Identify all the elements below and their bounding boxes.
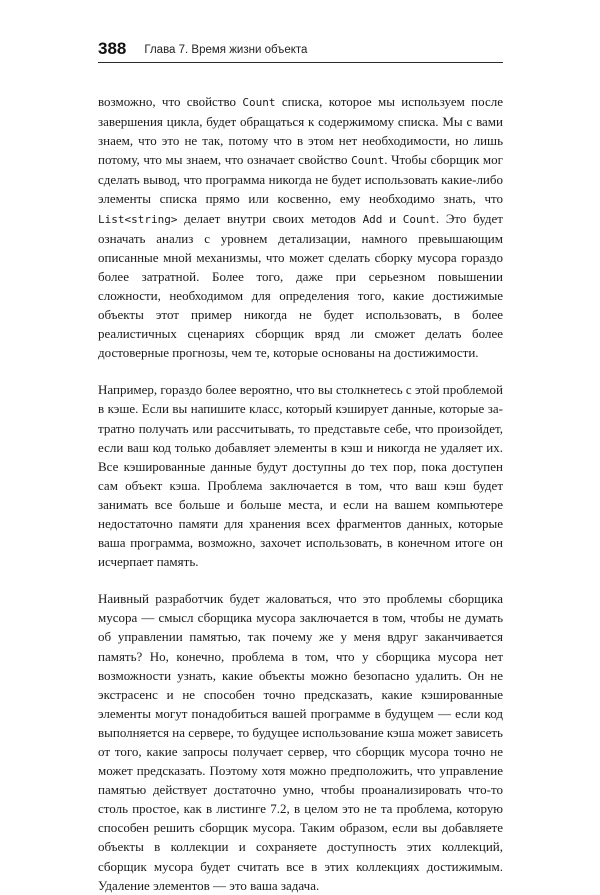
chapter-title: Глава 7. Время жизни объекта (144, 44, 308, 56)
inline-code: Count (402, 212, 436, 226)
inline-code: List<string> (98, 212, 178, 226)
text-run: делает внутри своих методов (177, 210, 363, 226)
paragraph (98, 92, 503, 362)
text-run: Например, гораздо более вероятно, что вы столкнетесь с этой проблемой в кэше. Если вы напишите класс, который кэширует данные, которые затратно получать или рассчитывать, то представьте себе, что произойдет, если ваш код только добавляет элементы в кэш и никогда не удаляет их. Все кэшированные данные будут доступны до тех пор, пока доступен сам объект кэша. Проблема заключается в том, что ваш кэш будет занимать все больше и больше места, и если на вашем компьютере недостаточно памяти для хранения всех фрагментов данных, которые ваша программа, возможно, захочет использовать, в конечном итоге он исчерпает память. (98, 382, 503, 570)
body-text (98, 92, 503, 895)
text-run: . Это будет означать анализ с уровнем детализации, намного превышающим описанные мной механизмы, что может сделать сборку мусора гораздо более затратной. Более того, даже при серьезном повышении сложности, необходимом для определения того, какие достижимые объекты этот пример никогда не будет использовать, в более реалистичных сценариях сборщик вряд ли сможет делать более достоверные прогнозы, чем те, которые основаны на достижимости. (98, 210, 503, 361)
text-run: Наивный разработчик будет жаловаться, что это проблемы сборщика мусора — смысл сборщика мусора заключается в том, чтобы не думать об управлении памятью, так почему же у меня вдруг заканчивается память? Но, конечно, проблема в том, что у сборщика мусора нет возможности узнать, какие объекты можно безопасно удалить. Он не экстрасенс и не способен точно предсказать, какие кэшированные элементы могут понадобиться вашей программе в будущем — если код выполняется на сервере, то будущее использование кэша может зависеть от того, какие запросы получает сервер, что сборщик мусора точно не может предсказать. Поэтому хотя можно предположить, что управление памятью действует достаточно умно, чтобы проанализировать что-то столь простое, как в листинге 7.2, в целом это не та проблема, которую способен решить сборщик мусора. Таким образом, если вы добавляете объекты в коллекции и сохраняете доступность этих коллекций, сборщик мусора будет считать все в этих коллекциях достижимым. Удаление элементов — это ваша задача. (98, 591, 503, 893)
paragraph (98, 589, 503, 895)
inline-code: Add (362, 212, 383, 226)
text-run: и (382, 210, 403, 226)
inline-code: Count (242, 96, 276, 109)
inline-code: Count (351, 154, 385, 168)
text-run: . Чтобы сборщик мог сделать вывод, что программа никогда не будет использовать какие-либо элементы списка прямо или косвенно, ему необходимо знать, что (98, 152, 503, 207)
text-run: возможно, что свойство (98, 94, 243, 109)
running-header (98, 38, 503, 63)
page-number: 388 (98, 39, 127, 58)
paragraph (98, 380, 503, 571)
text-run: списка, которое мы используем после завершения цикла, будет обращаться к содержимому списка. Мы с вами знаем, что это не так, потому что в этом нет необходимости, но лишь потому, что мы знаем, что означает свойство (98, 94, 503, 168)
